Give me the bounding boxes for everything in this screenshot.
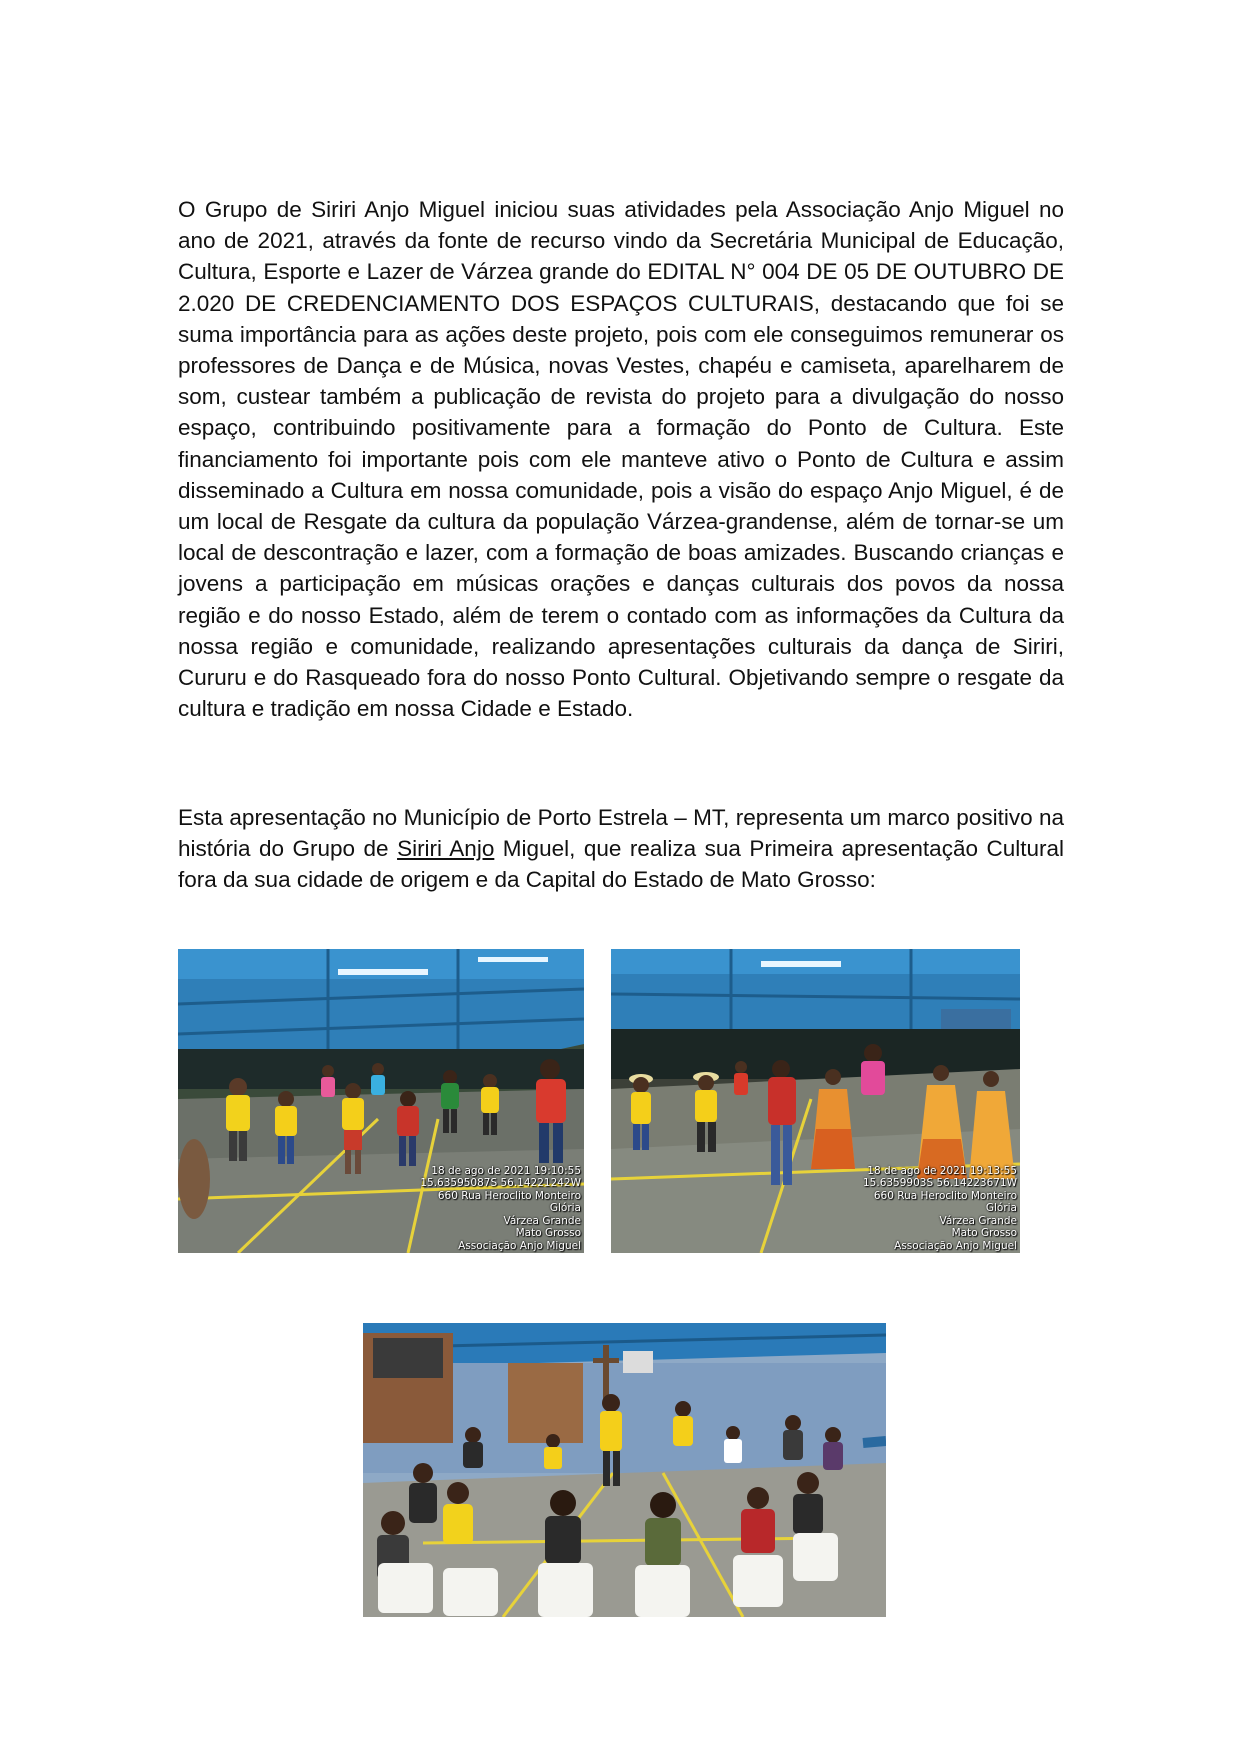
photo-2-state: Mato Grosso [951, 1227, 1017, 1239]
photo-2-datetime: 18 de ago de 2021 19:13:55 [867, 1164, 1017, 1177]
paragraph-presentation [178, 802, 1064, 896]
paragraph-presentation-start: Esta apresentação no Município de Porto Estrela – MT, representa um marco positivo na história do Grupo de [178, 805, 1064, 862]
photo-1-city: Várzea Grande [503, 1214, 581, 1227]
photo-2-timestamp-overlay [863, 1165, 1017, 1253]
photo-1-organization: Associação Anjo Miguel [458, 1239, 581, 1252]
photo-2-district: Glória [985, 1202, 1017, 1214]
photo-1-state: Mato Grosso [515, 1227, 581, 1239]
photo-2-city: Várzea Grande [939, 1214, 1017, 1227]
photo-circle-dance-2 [611, 949, 1020, 1253]
paragraph-intro: O Grupo de Siriri Anjo Miguel iniciou suas atividades pela Associação Anjo Miguel no ano de 2021, através da fonte de recurso vindo da Secretária Municipal de Educação, Cultura, Esporte e Lazer de Várzea grande do EDITAL N° 004 DE 05 DE OUTUBRO DE 2.020 DE CREDENCIAMENTO DOS ESPAÇOS CULTURAIS, destacando que foi se suma importância para as ações deste projeto, pois com ele conseguimos remunerar os professores de Dança e de Música, novas Vestes, chapéu e camiseta, aparelharem de som, custear também a publicação de revista do projeto para a divulgação do nosso espaço, contribuindo positivamente para a formação do Ponto de Cultura. Este financiamento foi importante pois com ele manteve ativo o Ponto de Cultura e assim disseminado a Cultura em nossa comunidade, pois a visão do espaço Anjo Miguel, é de um local de Resgate da cultura da população Várzea-grandense, além de tornar-se um local de descontração e lazer, com a formação de boas amizades. Buscando crianças e jovens a participação em músicas orações e danças culturais dos povos da nossa região e do nosso Estado, além de terem o contado com as informações da Cultura da nossa região e comunidade, realizando apresentações culturais da dança de Siriri, Cururu e do Rasqueado fora do nosso Ponto Cultural. Objetivando sempre o resgate da cultura e tradição em nossa Cidade e Estado. [178, 197, 1064, 722]
underlined-group-name: Siriri Anjo [397, 836, 495, 862]
photo-2-coordinates: 15.6359903S 56.14223671W [863, 1177, 1017, 1189]
photo-1-coordinates: 15.63595087S 56.14221242W [420, 1177, 581, 1189]
photo-1-district: Glória [549, 1202, 581, 1214]
photo-1-timestamp-overlay [420, 1165, 581, 1253]
photo-1-datetime: 18 de ago de 2021 19:10:55 [431, 1164, 581, 1177]
paragraph-presentation-end: Miguel, que realiza sua Primeira apresentação Cultural fora da sua cidade de origem e da Capital do Estado de Mato Grosso: [178, 836, 1064, 893]
photo-seated-circle [363, 1323, 886, 1617]
photo-2-street: 660 Rua Heroclito Monteiro [873, 1189, 1017, 1202]
photo-2-organization: Associação Anjo Miguel [894, 1239, 1017, 1252]
photo-1-street: 660 Rua Heroclito Monteiro [437, 1189, 581, 1202]
photo-circle-dance-1 [178, 949, 584, 1253]
photo-seated-circle-image [363, 1323, 886, 1617]
